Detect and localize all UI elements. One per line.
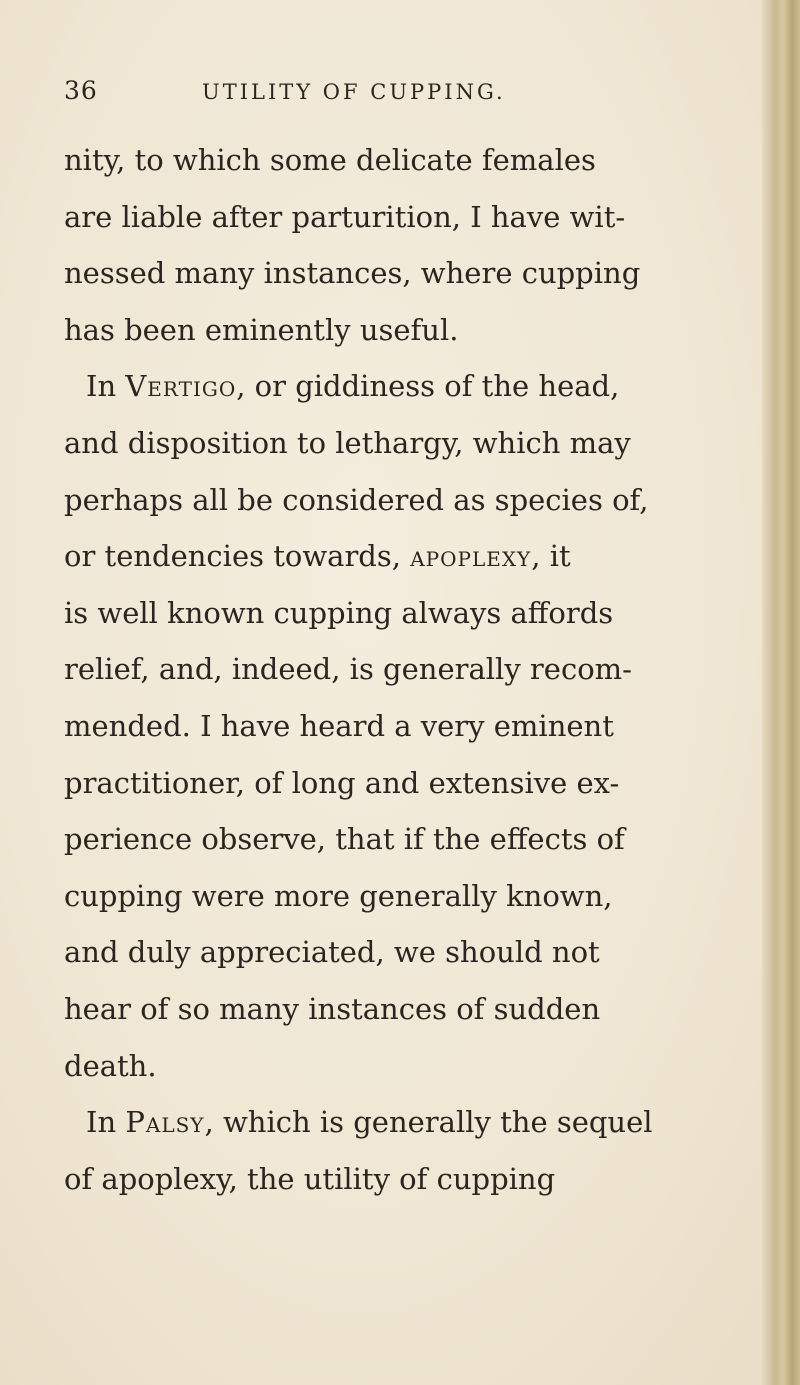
line-suffix: , which is generally the sequel xyxy=(204,1105,653,1140)
text-line xyxy=(64,358,688,415)
page-header xyxy=(64,76,684,116)
text-line: hear of so many instances of sudden xyxy=(64,991,601,1026)
text-line: is well known cupping always affords xyxy=(64,595,614,630)
text-line: and duly appreciated, we should not xyxy=(64,935,600,970)
line-prefix: In xyxy=(86,1105,126,1140)
line-prefix: or tendencies towards, xyxy=(64,539,411,574)
text-line: perhaps all be considered as species of, xyxy=(64,482,649,517)
text-line: of apoplexy, the utility of cupping xyxy=(64,1161,556,1196)
text-line: perience observe, that if the effects of xyxy=(64,822,625,857)
text-line: nessed many instances, where cupping xyxy=(64,256,641,291)
line-suffix: , it xyxy=(531,539,571,574)
page-number: 36 xyxy=(64,76,98,105)
text-line: practitioner, of long and extensive ex- xyxy=(64,765,620,800)
text-line: relief, and, indeed, is generally recom- xyxy=(64,652,632,687)
small-caps-term: apoplexy xyxy=(410,539,532,574)
body-text xyxy=(64,132,688,1207)
text-line: mended. I have heard a very eminent xyxy=(64,708,614,743)
text-line: nity, to which some delicate females xyxy=(64,143,596,177)
text-line: death. xyxy=(64,1048,157,1083)
text-line: cupping were more generally known, xyxy=(64,878,613,913)
text-line xyxy=(64,1094,688,1151)
text-line: has been eminently useful. xyxy=(64,312,459,347)
page-edge xyxy=(762,0,800,1385)
running-head: UTILITY OF CUPPING. xyxy=(202,80,506,104)
text-line xyxy=(64,528,688,585)
text-line: are liable after parturition, I have wit- xyxy=(64,199,626,234)
small-caps-term: Palsy xyxy=(125,1105,205,1140)
text-line: and disposition to lethargy, which may xyxy=(64,425,631,460)
line-suffix: , or giddiness of the head, xyxy=(236,369,620,404)
line-prefix: In xyxy=(86,369,126,404)
small-caps-term: Vertigo xyxy=(125,369,237,404)
